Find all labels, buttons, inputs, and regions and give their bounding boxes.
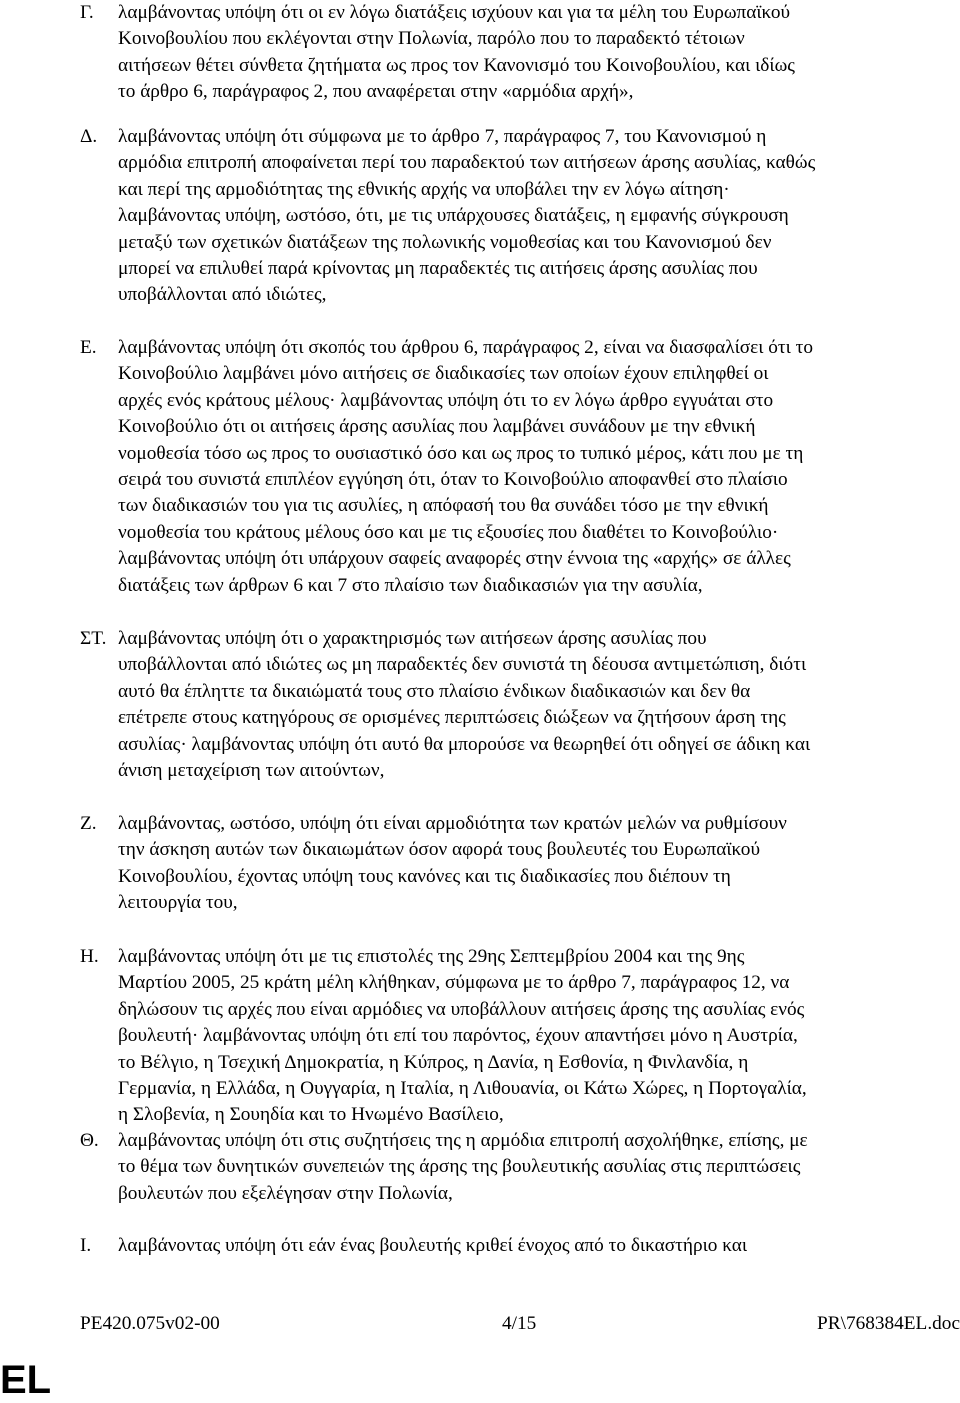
footer-doc-name: PR\768384EL.doc (817, 1313, 960, 1334)
recital-paragraph (78, 124, 960, 309)
recital-text-line: Γερμανία, η Ελλάδα, η Ουγγαρία, η Ιταλία, η Λιθουανία, οι Κάτω Χώρες, η Πορτογαλία, (118, 1078, 807, 1100)
recital-text-line: δηλώσουν τις αρχές που είναι αρμόδιες να υποβάλλουν αιτήσεις άρσης της ασυλίας ενός (118, 998, 805, 1020)
recital-paragraph (78, 944, 960, 1129)
recital-paragraph (78, 335, 960, 599)
recital-text-line: λαμβάνοντας υπόψη ότι σκοπός του άρθρου 6, παράγραφος 2, είναι να διασφαλίσει ότι το (118, 337, 814, 358)
recital-text-line: βουλευτή· λαμβάνοντας υπόψη ότι επί του παρόντος, έχουν απαντήσει μόνο η Αυστρία, (118, 1025, 798, 1047)
recital-text-line: μεταξύ των σχετικών διατάξεων της πολωνικής νομοθεσίας και του Κανονισμού δεν (118, 231, 772, 253)
recital-text-line: αρχές ενός κράτους μέλους· λαμβάνοντας υπόψη ότι το εν λόγω άρθρο εγγυάται στο (118, 389, 774, 411)
recital-text-line: μπορεί να επιλυθεί παρά κρίνοντας μη παραδεκτές τις αιτήσεις άρσης ασυλίας που (118, 258, 758, 280)
recital-label: ΣΤ. (80, 628, 107, 649)
recital-label: Θ. (80, 1130, 99, 1151)
recital-text-line: διατάξεις των άρθρων 6 και 7 στο πλαίσιο των διαδικασιών για την ασυλία, (118, 574, 703, 596)
recital-label: Ι. (80, 1235, 92, 1256)
recital-text-line: λαμβάνοντας υπόψη ότι στις συζητήσεις της η αρμόδια επιτροπή ασχολήθηκε, επίσης, με (118, 1130, 808, 1151)
recital-text-line: Κοινοβουλίου που εκλέγονται στην Πολωνία, παρόλο που το παραδεκτό τέτοιων (118, 28, 745, 50)
recital-label: Ζ. (80, 813, 97, 834)
recital-text-line: Κοινοβουλίου, έχοντας υπόψη τους κανόνες και τις διαδικασίες που διέπουν τη (118, 865, 731, 887)
recital-paragraph (78, 1233, 960, 1259)
recital-text-line: λαμβάνοντας υπόψη ότι ο χαρακτηρισμός των αιτήσεων άρσης ασυλίας που (118, 628, 707, 649)
recital-text-line: άνιση μεταχείριση των αιτούντων, (118, 760, 385, 782)
recital-text-line: σειρά του συνιστά επιπλέον εγγύηση ότι, όταν το Κοινοβούλιο αποφανθεί στο πλαίσιο (118, 469, 788, 491)
recital-label: Γ. (80, 2, 94, 23)
recital-text-line: λαμβάνοντας υπόψη ότι εάν ένας βουλευτής κριθεί ένοχος από το δικαστήριο και (118, 1235, 748, 1256)
language-mark: EL (0, 1358, 52, 1402)
recital-label: Ε. (80, 337, 97, 358)
recital-label: Η. (80, 946, 99, 967)
recital-text-line: το άρθρο 6, παράγραφος 2, που αναφέρεται στην «αρμόδια αρχή», (118, 81, 634, 103)
recital-text-line: και περί της αρμοδιότητας της εθνικής αρχής να υποβάλει την εν λόγω αίτηση· (118, 178, 730, 200)
recital-text-line: το θέμα των δυνητικών συνεπειών της άρσης της βουλευτικής ασυλίας στις περιπτώσεις (118, 1156, 801, 1178)
recital-text-line: λαμβάνοντας υπόψη ότι υπάρχουν σαφείς αναφορές στην έννοια της «αρχής» σε άλλες (118, 548, 791, 570)
recital-text-line: υποβάλλονται από ιδιώτες, (118, 284, 327, 306)
recital-text-line: νομοθεσία τόσο ως προς το ουσιαστικό όσο και ως προς το τυπικό μέρος, κάτι που με τη (118, 442, 804, 464)
recital-text-line: αιτήσεων θέτει σύνθετα ζητήματα ως προς τον Κανονισμό του Κοινοβουλίου, και ιδίως (118, 54, 795, 76)
recital-paragraph (78, 0, 960, 106)
recital-text-line: λειτουργία του, (118, 892, 238, 914)
recital-text-line: Μαρτίου 2005, 25 κράτη μέλη κλήθηκαν, σύμφωνα με το άρθρο 7, παράγραφος 12, να (118, 972, 790, 994)
footer-page-number: 4/15 (502, 1313, 537, 1334)
recital-text-line: λαμβάνοντας υπόψη, ωστόσο, ότι, με τις υπάρχουσες διατάξεις, η εμφανής σύγκρουση (118, 205, 789, 227)
recital-text-line: ασυλίας· λαμβάνοντας υπόψη ότι αυτό θα μπορούσε να θεωρηθεί ότι οδηγεί σε άδικη και (118, 733, 811, 755)
recital-text-line: την άσκηση αυτών των δικαιωμάτων όσον αφορά τους βουλευτές του Ευρωπαϊκού (118, 839, 760, 861)
recital-paragraph (78, 811, 960, 917)
page-footer (80, 1311, 960, 1337)
footer-reference: PE420.075v02-00 (80, 1313, 220, 1334)
recital-text-line: λαμβάνοντας υπόψη ότι με τις επιστολές της 29ης Σεπτεμβρίου 2004 και της 9ης (118, 946, 745, 967)
recital-text-line: Κοινοβούλιο λαμβάνει μόνο αιτήσεις σε διαδικασίες των οποίων έχουν επιληφθεί οι (118, 363, 769, 385)
recital-text-line: βουλευτών που εξελέγησαν στην Πολωνία, (118, 1182, 453, 1204)
recital-text-line: αυτό θα έπληττε τα δικαιώματά τους στο πλαίσιο ένδικων διαδικασιών και δεν θα (118, 680, 751, 702)
recital-text-line: επέτρεπε στους κατηγόρους σε ορισμένες περιπτώσεις διώξεων να ζητήσουν άρση της (118, 707, 786, 729)
recital-text-line: Κοινοβούλιο ότι οι αιτήσεις άρσης ασυλίας που λαμβάνει συνάδουν με την εθνική (118, 416, 756, 438)
recital-text-line: υποβάλλονται από ιδιώτες ως μη παραδεκτές δεν συνιστά τη δέουσα αντιμετώπιση, διότι (118, 654, 807, 676)
recital-paragraph (78, 1128, 960, 1207)
recital-label: Δ. (80, 126, 98, 147)
recital-text-line: το Βέλγιο, η Τσεχική Δημοκρατία, η Κύπρος, η Δανία, η Εσθονία, η Φινλανδία, η (118, 1051, 749, 1073)
recital-text-line: λαμβάνοντας, ωστόσο, υπόψη ότι είναι αρμοδιότητα των κρατών μελών να ρυθμίσουν (118, 813, 787, 834)
recital-paragraph (78, 626, 960, 784)
recital-text-line: νομοθεσία του κράτους μέλους όσο και με τις εξουσίες που διαθέτει το Κοινοβούλιο· (118, 521, 779, 543)
recital-text-line: των διαδικασιών του για τις ασυλίες, η απόφασή του θα συνάδει τόσο με την εθνική (118, 495, 769, 517)
recital-text-line: αρμόδια επιτροπή αποφαίνεται περί του παραδεκτού των αιτήσεων άρσης ασυλίας, καθώς (118, 152, 816, 174)
recital-text-line: λαμβάνοντας υπόψη ότι σύμφωνα με το άρθρο 7, παράγραφος 7, του Κανονισμού η (118, 126, 767, 147)
recital-text-line: λαμβάνοντας υπόψη ότι οι εν λόγω διατάξεις ισχύουν και για τα μέλη του Ευρωπαϊκού (118, 2, 791, 23)
recital-text-line: η Σλοβενία, η Σουηδία και το Ηνωμένο Βασίλειο, (118, 1104, 504, 1126)
